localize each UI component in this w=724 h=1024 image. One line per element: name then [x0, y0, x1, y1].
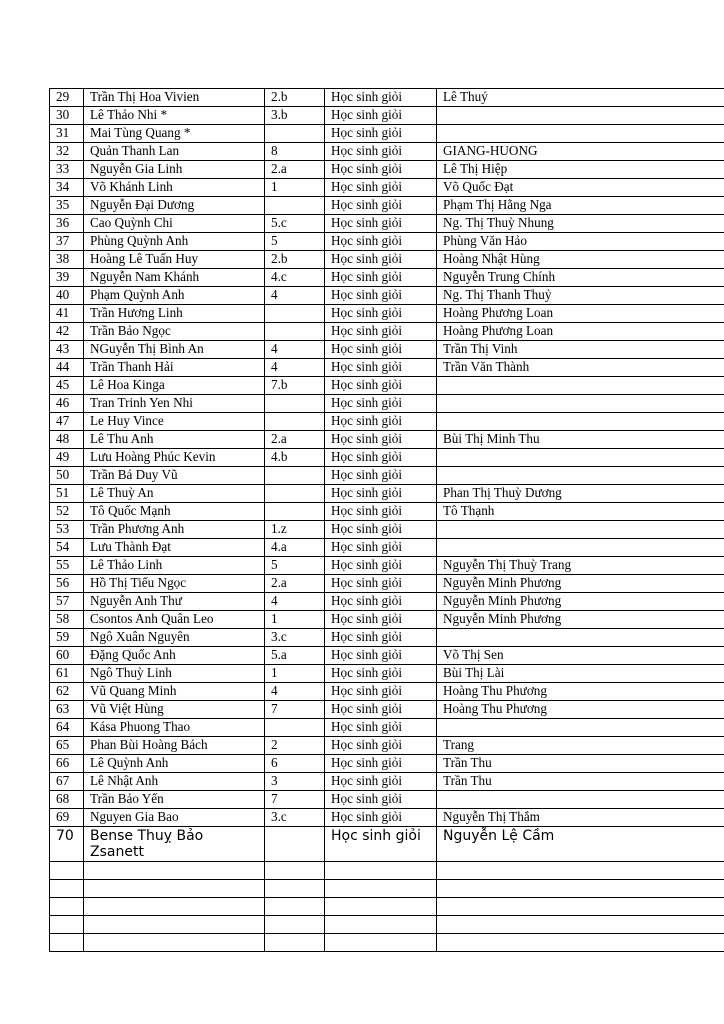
- empty-cell: [437, 898, 724, 916]
- table-row: [50, 269, 724, 287]
- row-number: 33: [50, 161, 84, 179]
- result-cell: Học sinh giỏi: [325, 359, 437, 377]
- teacher-cell: Trần Thị Vinh: [437, 341, 724, 359]
- result-cell: Học sinh giỏi: [325, 431, 437, 449]
- row-number: 67: [50, 773, 84, 791]
- teacher-cell: [437, 521, 724, 539]
- table-row: [50, 161, 724, 179]
- table-row: [50, 755, 724, 773]
- empty-row: [50, 916, 724, 934]
- result-cell: Học sinh giỏi: [325, 125, 437, 143]
- result-cell: Học sinh giỏi: [325, 557, 437, 575]
- student-name: Le Huy Vince: [84, 413, 265, 431]
- result-cell: Học sinh giỏi: [325, 269, 437, 287]
- class-cell: 4: [265, 341, 325, 359]
- teacher-cell: Hoàng Phương Loan: [437, 305, 724, 323]
- table-row: [50, 539, 724, 557]
- student-name: Võ Khánh Linh: [84, 179, 265, 197]
- class-cell: 2.b: [265, 89, 325, 107]
- empty-cell: [50, 916, 84, 934]
- row-number: 45: [50, 377, 84, 395]
- class-cell: 8: [265, 143, 325, 161]
- result-cell: Học sinh giỏi: [325, 701, 437, 719]
- table-row: [50, 107, 724, 125]
- result-cell: Học sinh giỏi: [325, 683, 437, 701]
- empty-cell: [325, 880, 437, 898]
- row-number: 32: [50, 143, 84, 161]
- table-row: [50, 647, 724, 665]
- result-cell: Học sinh giỏi: [325, 251, 437, 269]
- row-number: 35: [50, 197, 84, 215]
- table-row: [50, 179, 724, 197]
- class-cell: [265, 197, 325, 215]
- class-cell: 5: [265, 557, 325, 575]
- student-name: Phùng Quỳnh Anh: [84, 233, 265, 251]
- teacher-cell: Võ Quốc Đạt: [437, 179, 724, 197]
- student-name: Trần Phương Anh: [84, 521, 265, 539]
- row-number: 53: [50, 521, 84, 539]
- class-cell: 4.c: [265, 269, 325, 287]
- empty-cell: [437, 916, 724, 934]
- row-number: 66: [50, 755, 84, 773]
- class-cell: [265, 305, 325, 323]
- result-cell: Học sinh giỏi: [325, 503, 437, 521]
- empty-cell: [50, 934, 84, 952]
- teacher-cell: Trần Văn Thành: [437, 359, 724, 377]
- student-name: Trần Thanh Hải: [84, 359, 265, 377]
- student-list-table: [49, 88, 724, 952]
- class-cell: [265, 719, 325, 737]
- table-row: [50, 377, 724, 395]
- student-name: Kása Phuong Thao: [84, 719, 265, 737]
- row-number: 38: [50, 251, 84, 269]
- teacher-cell: Phùng Văn Hảo: [437, 233, 724, 251]
- table-row: [50, 701, 724, 719]
- table-row: [50, 431, 724, 449]
- student-name: Trần Thị Hoa Vivien: [84, 89, 265, 107]
- student-name: Phạm Quỳnh Anh: [84, 287, 265, 305]
- teacher-cell: Phan Thị Thuỳ Dương: [437, 485, 724, 503]
- empty-cell: [325, 916, 437, 934]
- table-row: [50, 287, 724, 305]
- teacher-cell: [437, 719, 724, 737]
- result-cell: Học sinh giỏi: [325, 773, 437, 791]
- table-row: [50, 341, 724, 359]
- row-number: 60: [50, 647, 84, 665]
- student-name: Csontos Anh Quân Leo: [84, 611, 265, 629]
- result-cell: Học sinh giỏi: [325, 107, 437, 125]
- teacher-cell: [437, 107, 724, 125]
- class-cell: 4.b: [265, 449, 325, 467]
- table-row: [50, 395, 724, 413]
- table-row: [50, 503, 724, 521]
- table-row: [50, 233, 724, 251]
- result-cell: Học sinh giỏi: [325, 89, 437, 107]
- result-cell: Học sinh giỏi: [325, 179, 437, 197]
- class-cell: [265, 413, 325, 431]
- class-cell: 2.a: [265, 161, 325, 179]
- class-cell: [265, 467, 325, 485]
- table-row: [50, 197, 724, 215]
- teacher-cell: Hoàng Nhật Hùng: [437, 251, 724, 269]
- empty-row: [50, 862, 724, 880]
- teacher-cell: Tô Thạnh: [437, 503, 724, 521]
- row-number: 54: [50, 539, 84, 557]
- row-number: 61: [50, 665, 84, 683]
- class-cell: 5.c: [265, 215, 325, 233]
- row-number: 48: [50, 431, 84, 449]
- teacher-cell: Trang: [437, 737, 724, 755]
- table-row: [50, 251, 724, 269]
- result-cell: Học sinh giỏi: [325, 719, 437, 737]
- table-row: [50, 143, 724, 161]
- empty-cell: [325, 934, 437, 952]
- teacher-cell: Nguyễn Minh Phương: [437, 593, 724, 611]
- student-name: Tran Trinh Yen Nhi: [84, 395, 265, 413]
- table-row: [50, 575, 724, 593]
- class-cell: [265, 485, 325, 503]
- result-cell: Học sinh giỏi: [325, 629, 437, 647]
- empty-row: [50, 898, 724, 916]
- student-name: Ngô Xuân Nguyên: [84, 629, 265, 647]
- table-row: [50, 593, 724, 611]
- result-cell: Học sinh giỏi: [325, 413, 437, 431]
- teacher-cell: [437, 539, 724, 557]
- teacher-cell: Nguyễn Minh Phương: [437, 575, 724, 593]
- class-cell: [265, 503, 325, 521]
- empty-cell: [84, 880, 265, 898]
- result-cell: Học sinh giỏi: [325, 647, 437, 665]
- student-name: Lê Thảo Linh: [84, 557, 265, 575]
- table-row: [50, 665, 724, 683]
- teacher-cell: Nguyễn Trung Chính: [437, 269, 724, 287]
- class-cell: 4: [265, 683, 325, 701]
- empty-cell: [325, 898, 437, 916]
- student-name: Quản Thanh Lan: [84, 143, 265, 161]
- teacher-cell: Hoàng Thu Phương: [437, 701, 724, 719]
- student-name: Trần Bảo Yến: [84, 791, 265, 809]
- result-cell: Học sinh giỏi: [325, 341, 437, 359]
- empty-cell: [84, 862, 265, 880]
- result-cell: Học sinh giỏi: [325, 755, 437, 773]
- table-row: [50, 305, 724, 323]
- teacher-cell: Hoàng Thu Phương: [437, 683, 724, 701]
- class-cell: 7.b: [265, 377, 325, 395]
- student-name: Lê Quỳnh Anh: [84, 755, 265, 773]
- student-name: Tô Quốc Mạnh: [84, 503, 265, 521]
- student-name: Lê Thu Anh: [84, 431, 265, 449]
- empty-cell: [50, 880, 84, 898]
- row-number: 43: [50, 341, 84, 359]
- row-number: 29: [50, 89, 84, 107]
- teacher-cell: Nguyễn Thị Thắm: [437, 809, 724, 827]
- class-cell: 7: [265, 791, 325, 809]
- empty-row: [50, 934, 724, 952]
- result-cell: Học sinh giỏi: [325, 737, 437, 755]
- result-cell: Học sinh giỏi: [325, 233, 437, 251]
- row-number: 55: [50, 557, 84, 575]
- empty-cell: [84, 916, 265, 934]
- row-number: 50: [50, 467, 84, 485]
- empty-row: [50, 880, 724, 898]
- result-cell: Học sinh giỏi: [325, 215, 437, 233]
- table-row: [50, 791, 724, 809]
- row-number: 51: [50, 485, 84, 503]
- empty-cell: [50, 898, 84, 916]
- row-number: 69: [50, 809, 84, 827]
- row-number: 65: [50, 737, 84, 755]
- row-number: 56: [50, 575, 84, 593]
- class-cell: 4: [265, 593, 325, 611]
- teacher-cell: [437, 377, 724, 395]
- student-name: Nguyễn Gia Linh: [84, 161, 265, 179]
- student-name: Phan Bùi Hoàng Bách: [84, 737, 265, 755]
- class-cell: 4.a: [265, 539, 325, 557]
- teacher-cell: Bùi Thị Lài: [437, 665, 724, 683]
- teacher-cell: Nguyễn Lệ Cầm: [437, 827, 724, 862]
- student-name: Lê Nhật Anh: [84, 773, 265, 791]
- table-row: [50, 809, 724, 827]
- row-number: 30: [50, 107, 84, 125]
- class-cell: 5.a: [265, 647, 325, 665]
- table-row: [50, 737, 724, 755]
- empty-cell: [265, 862, 325, 880]
- result-cell: Học sinh giỏi: [325, 539, 437, 557]
- student-name: Trần Hương Linh: [84, 305, 265, 323]
- result-cell: Học sinh giỏi: [325, 305, 437, 323]
- empty-cell: [437, 934, 724, 952]
- table-row: [50, 125, 724, 143]
- teacher-cell: Hoàng Phương Loan: [437, 323, 724, 341]
- result-cell: Học sinh giỏi: [325, 809, 437, 827]
- teacher-cell: GIANG-HUONG: [437, 143, 724, 161]
- teacher-cell: Nguyễn Minh Phương: [437, 611, 724, 629]
- teacher-cell: Bùi Thị Minh Thu: [437, 431, 724, 449]
- empty-cell: [265, 880, 325, 898]
- teacher-cell: Ng. Thị Thuỳ Nhung: [437, 215, 724, 233]
- teacher-cell: Trần Thu: [437, 755, 724, 773]
- result-cell: Học sinh giỏi: [325, 611, 437, 629]
- student-name: Nguyen Gia Bao: [84, 809, 265, 827]
- empty-cell: [265, 898, 325, 916]
- empty-cell: [265, 916, 325, 934]
- table-row: [50, 827, 724, 862]
- row-number: 62: [50, 683, 84, 701]
- table-body: [50, 89, 724, 952]
- result-cell: Học sinh giỏi: [325, 377, 437, 395]
- result-cell: Học sinh giỏi: [325, 287, 437, 305]
- row-number: 34: [50, 179, 84, 197]
- class-cell: 7: [265, 701, 325, 719]
- table-row: [50, 323, 724, 341]
- teacher-cell: [437, 125, 724, 143]
- table-row: [50, 683, 724, 701]
- student-name: Lưu Hoàng Phúc Kevin: [84, 449, 265, 467]
- table-row: [50, 449, 724, 467]
- empty-cell: [84, 934, 265, 952]
- table-row: [50, 467, 724, 485]
- empty-cell: [437, 862, 724, 880]
- teacher-cell: [437, 449, 724, 467]
- result-cell: Học sinh giỏi: [325, 575, 437, 593]
- student-name: Vũ Việt Hùng: [84, 701, 265, 719]
- result-cell: Học sinh giỏi: [325, 197, 437, 215]
- teacher-cell: [437, 413, 724, 431]
- student-name: Trần Bá Duy Vũ: [84, 467, 265, 485]
- result-cell: Học sinh giỏi: [325, 665, 437, 683]
- result-cell: Học sinh giỏi: [325, 521, 437, 539]
- class-cell: 3.b: [265, 107, 325, 125]
- teacher-cell: Trần Thu: [437, 773, 724, 791]
- row-number: 36: [50, 215, 84, 233]
- table-row: [50, 611, 724, 629]
- class-cell: [265, 395, 325, 413]
- empty-cell: [265, 934, 325, 952]
- result-cell: Học sinh giỏi: [325, 485, 437, 503]
- row-number: 31: [50, 125, 84, 143]
- student-name: Nguyễn Nam Khánh: [84, 269, 265, 287]
- row-number: 52: [50, 503, 84, 521]
- result-cell: Học sinh giỏi: [325, 593, 437, 611]
- row-number: 42: [50, 323, 84, 341]
- class-cell: 4: [265, 359, 325, 377]
- result-cell: Học sinh giỏi: [325, 827, 437, 862]
- row-number: 40: [50, 287, 84, 305]
- student-name: Mai Tùng Quang *: [84, 125, 265, 143]
- teacher-cell: Lê Thuý: [437, 89, 724, 107]
- teacher-cell: Ng. Thị Thanh Thuỷ: [437, 287, 724, 305]
- row-number: 58: [50, 611, 84, 629]
- student-name: Hoàng Lê Tuấn Huy: [84, 251, 265, 269]
- class-cell: 4: [265, 287, 325, 305]
- row-number: 39: [50, 269, 84, 287]
- row-number: 37: [50, 233, 84, 251]
- result-cell: Học sinh giỏi: [325, 161, 437, 179]
- teacher-cell: [437, 629, 724, 647]
- empty-cell: [50, 862, 84, 880]
- student-name: Lưu Thành Đạt: [84, 539, 265, 557]
- empty-cell: [84, 898, 265, 916]
- table-row: [50, 413, 724, 431]
- student-name: Lê Hoa Kinga: [84, 377, 265, 395]
- row-number: 57: [50, 593, 84, 611]
- student-name: NGuyễn Thị Bình An: [84, 341, 265, 359]
- student-name: Nguyễn Anh Thư: [84, 593, 265, 611]
- row-number: 70: [50, 827, 84, 862]
- student-name: Đặng Quốc Anh: [84, 647, 265, 665]
- row-number: 46: [50, 395, 84, 413]
- row-number: 49: [50, 449, 84, 467]
- empty-cell: [325, 862, 437, 880]
- table-row: [50, 773, 724, 791]
- result-cell: Học sinh giỏi: [325, 791, 437, 809]
- student-name: Nguyễn Đại Dương: [84, 197, 265, 215]
- student-name: Ngô Thuỳ Linh: [84, 665, 265, 683]
- empty-cell: [437, 880, 724, 898]
- table-row: [50, 521, 724, 539]
- teacher-cell: Nguyễn Thị Thuỳ Trang: [437, 557, 724, 575]
- row-number: 59: [50, 629, 84, 647]
- result-cell: Học sinh giỏi: [325, 395, 437, 413]
- student-name: Cao Quỳnh Chi: [84, 215, 265, 233]
- row-number: 41: [50, 305, 84, 323]
- teacher-cell: Phạm Thị Hằng Nga: [437, 197, 724, 215]
- class-cell: 3.c: [265, 809, 325, 827]
- teacher-cell: [437, 467, 724, 485]
- student-name: Trần Bảo Ngọc: [84, 323, 265, 341]
- class-cell: [265, 827, 325, 862]
- class-cell: 3.c: [265, 629, 325, 647]
- student-name: Vũ Quang Minh: [84, 683, 265, 701]
- class-cell: 6: [265, 755, 325, 773]
- table-row: [50, 719, 724, 737]
- teacher-cell: [437, 791, 724, 809]
- result-cell: Học sinh giỏi: [325, 143, 437, 161]
- student-name: Bense Thuỵ Bảo Zsanett: [84, 827, 265, 862]
- result-cell: Học sinh giỏi: [325, 467, 437, 485]
- row-number: 68: [50, 791, 84, 809]
- class-cell: 2: [265, 737, 325, 755]
- teacher-cell: [437, 395, 724, 413]
- class-cell: 1: [265, 179, 325, 197]
- table-row: [50, 629, 724, 647]
- row-number: 64: [50, 719, 84, 737]
- table-row: [50, 89, 724, 107]
- class-cell: 2.b: [265, 251, 325, 269]
- teacher-cell: Lê Thị Hiệp: [437, 161, 724, 179]
- class-cell: 1: [265, 611, 325, 629]
- row-number: 44: [50, 359, 84, 377]
- row-number: 47: [50, 413, 84, 431]
- student-name: Lê Thảo Nhi *: [84, 107, 265, 125]
- class-cell: 3: [265, 773, 325, 791]
- class-cell: 2.a: [265, 431, 325, 449]
- result-cell: Học sinh giỏi: [325, 449, 437, 467]
- result-cell: Học sinh giỏi: [325, 323, 437, 341]
- class-cell: 5: [265, 233, 325, 251]
- class-cell: [265, 125, 325, 143]
- student-name: Hồ Thị Tiểu Ngọc: [84, 575, 265, 593]
- class-cell: [265, 323, 325, 341]
- table-row: [50, 485, 724, 503]
- table-row: [50, 359, 724, 377]
- class-cell: 1: [265, 665, 325, 683]
- table-row: [50, 557, 724, 575]
- class-cell: 2.a: [265, 575, 325, 593]
- teacher-cell: Võ Thị Sen: [437, 647, 724, 665]
- class-cell: 1.z: [265, 521, 325, 539]
- row-number: 63: [50, 701, 84, 719]
- student-name: Lê Thuỳ An: [84, 485, 265, 503]
- table-row: [50, 215, 724, 233]
